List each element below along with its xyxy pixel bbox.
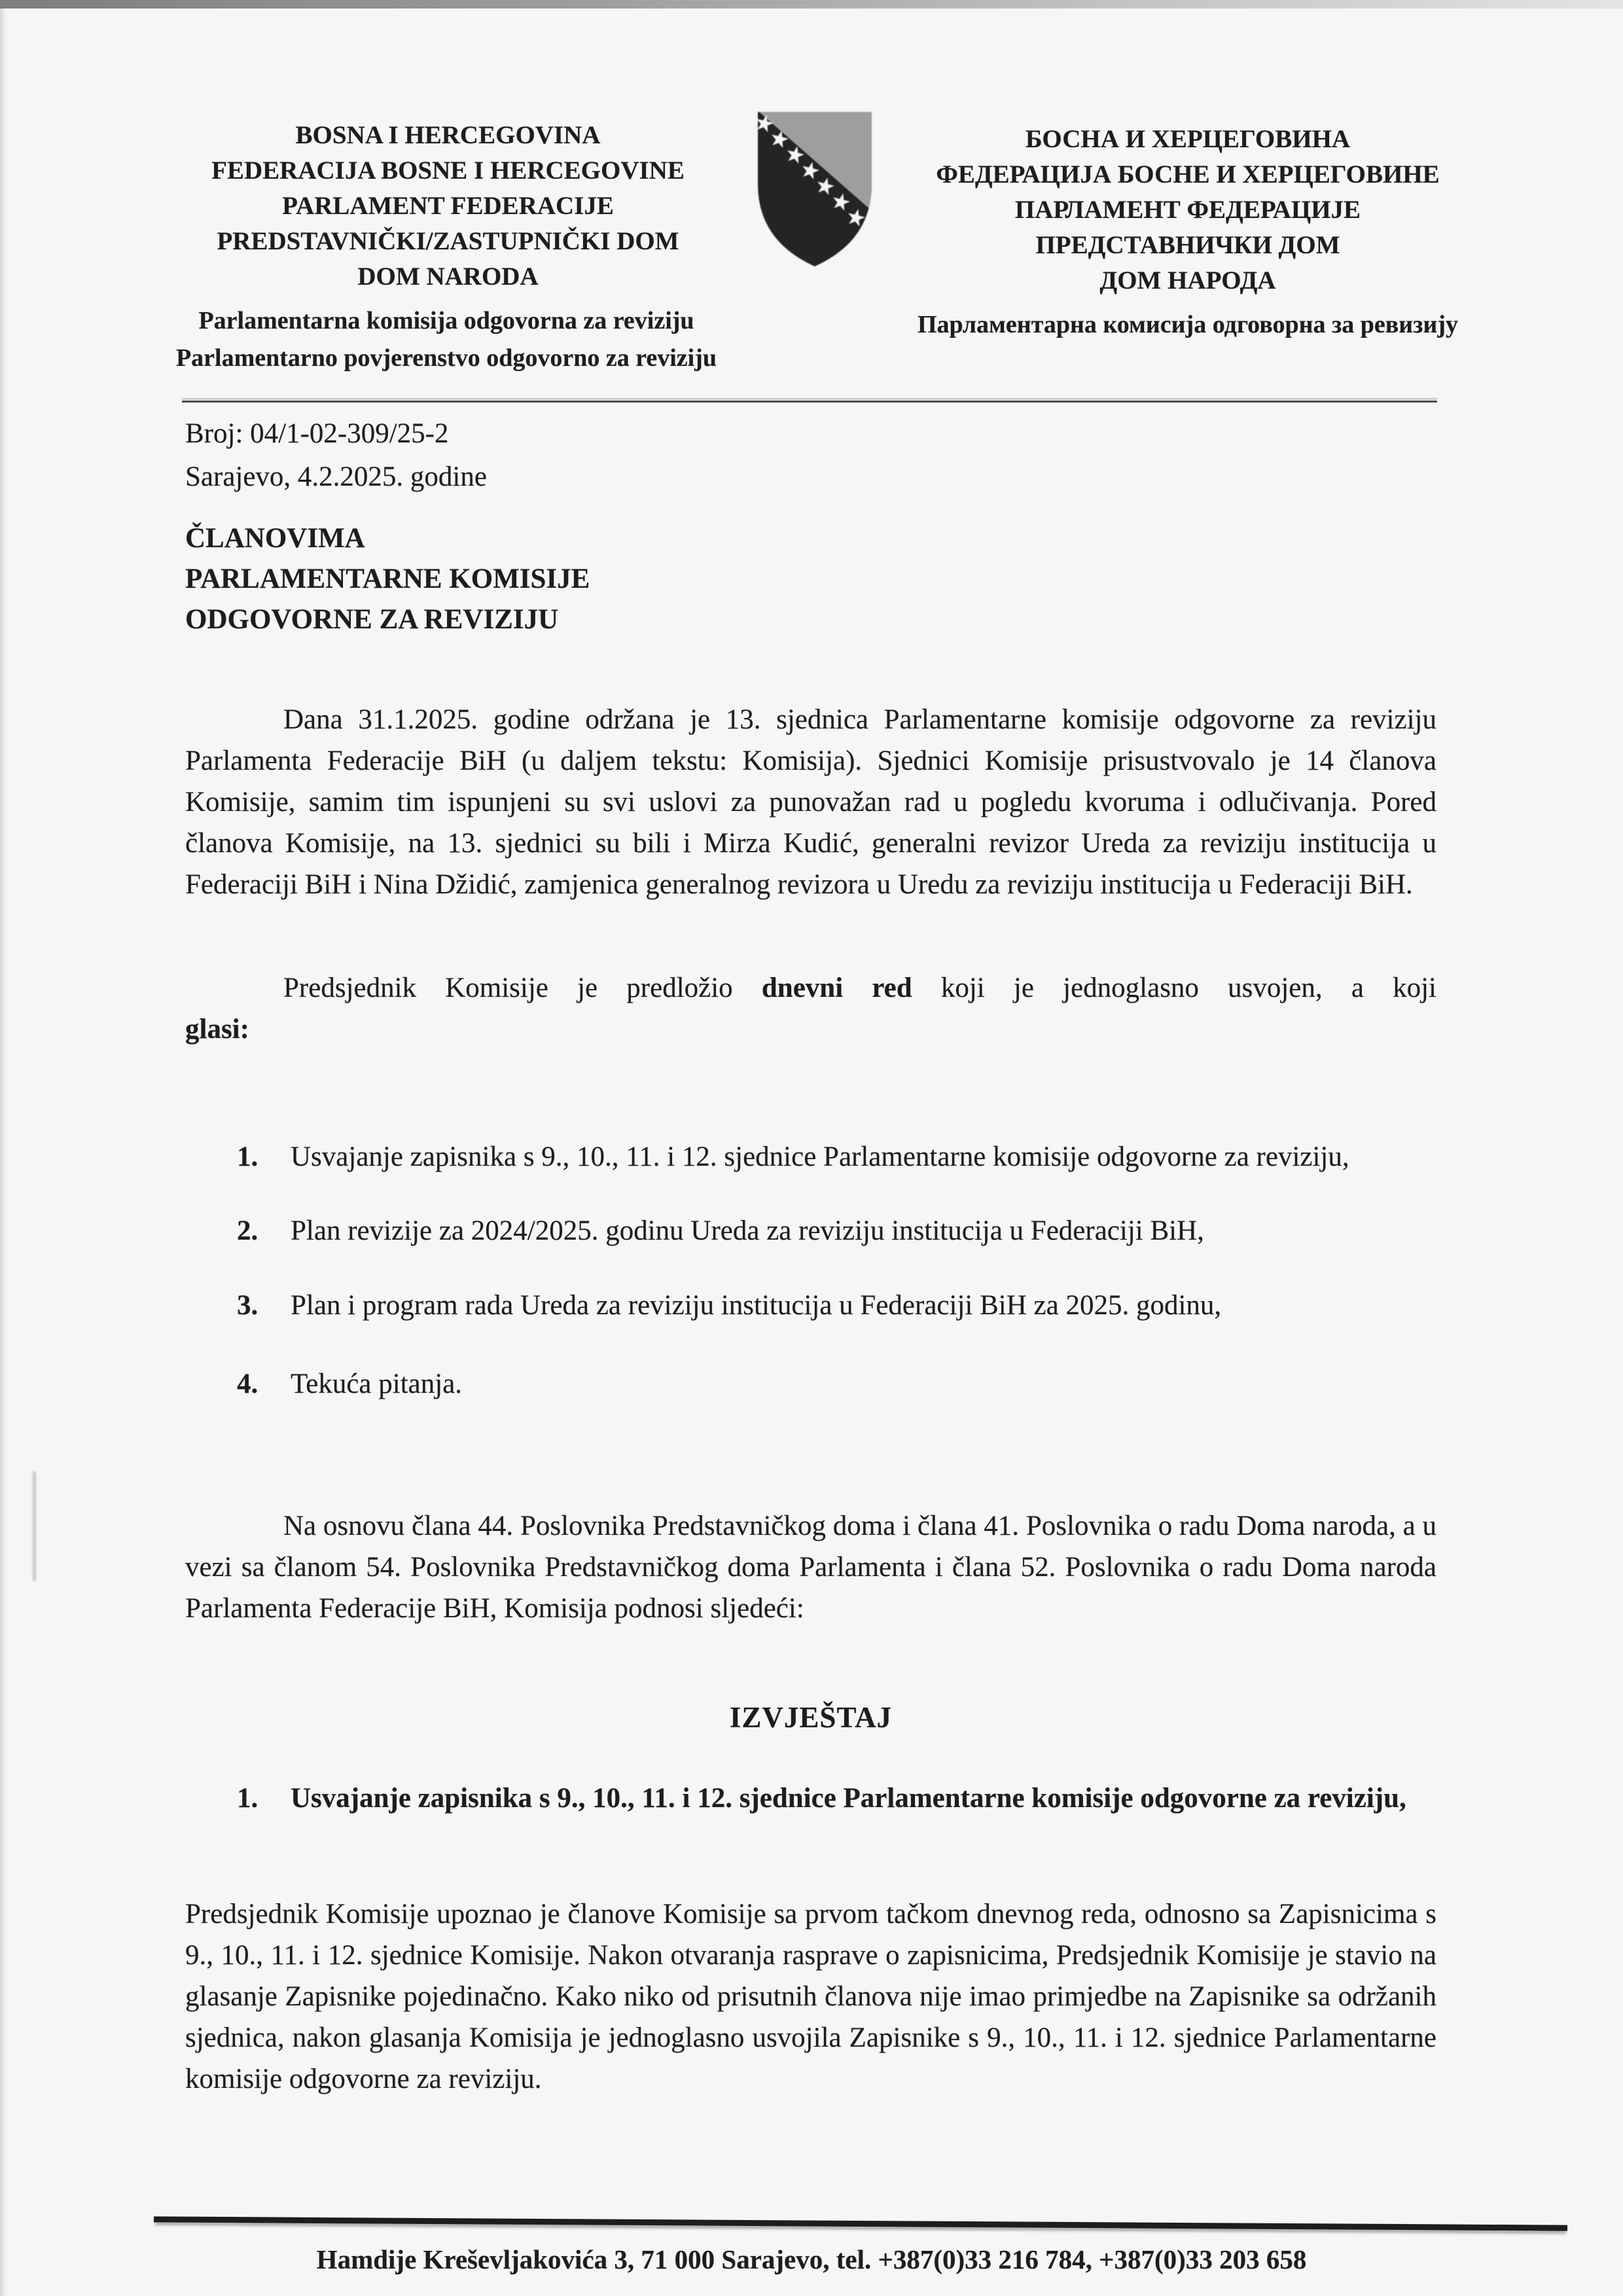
agenda-list	[237, 1136, 1436, 1437]
agenda-item-number: 4.	[237, 1369, 259, 1399]
report-item-1-heading	[237, 1778, 1436, 1819]
agenda-item-2	[237, 1210, 1436, 1251]
header-line: ФЕДЕРАЦИЈА БОСНЕ И ХЕРЦЕГОВИНЕ	[936, 160, 1440, 188]
addressee-line: ODGOVORNE ZA REVIZIJU	[185, 604, 559, 635]
addressee-line: PARLAMENTARNE KOMISIJE	[185, 564, 590, 594]
place-date-line: Sarajevo, 4.2.2025. godine	[185, 461, 487, 492]
agenda-item-4	[237, 1363, 1436, 1405]
header-line: ПАРЛАМЕНТ ФЕДЕРАЦИЈЕ	[1014, 196, 1361, 224]
addressee-block	[185, 518, 971, 640]
header-line: ПРЕДСТАВНИЧКИ ДОМ	[1035, 231, 1340, 259]
agenda-item-number: 3.	[237, 1290, 259, 1321]
legal-basis-paragraph: Na osnovu člana 44. Poslovnika Predstavničkog doma i člana 41. Poslovnika o radu Doma naroda, a u vezi sa članom 54. Poslovnika Predstavničkog doma Parlamenta i člana 52. Poslovnika o radu Doma naroda Parlamenta Federacije BiH, Komisija podnosi sljedeći:	[185, 1511, 1436, 1624]
agenda-item-text: Tekuća pitanja.	[291, 1369, 463, 1399]
header-separator-rule	[182, 401, 1437, 403]
agenda-item-text: Plan i program rada Ureda za reviziju institucija u Federaciji BiH za 2025. godinu,	[291, 1290, 1222, 1321]
agenda-intro-line-2: glasi:	[185, 1014, 249, 1045]
header-line: ДОМ НАРОДА	[1099, 266, 1276, 295]
agenda-item-text: Usvajanje zapisnika s 9., 10., 11. i 12. sjednice Parlamentarne komisije odgovorne za reviziju,	[291, 1141, 1349, 1172]
report-item-number: 1.	[237, 1783, 259, 1814]
committee-name-line: Parlamentarna komisija odgovorna za reviziju	[198, 307, 694, 334]
header-line: PARLAMENT FEDERACIJE	[282, 192, 614, 220]
left-scan-edge-shadow	[0, 0, 7, 2296]
agenda-item-3	[237, 1285, 1436, 1326]
agenda-item-number: 2.	[237, 1215, 259, 1246]
agenda-intro-paragraph	[185, 967, 1436, 1050]
header-institution-latin	[171, 118, 724, 295]
header-line: DOM NARODA	[357, 262, 539, 291]
footer-separator-rule	[154, 2216, 1567, 2231]
committee-name-line: Parlamentarno povjerenstvo odgovorno za reviziju	[175, 344, 717, 372]
header-line: PREDSTAVNIČKI/ZASTUPNIČKI DOM	[217, 227, 679, 255]
committee-name-latin	[149, 302, 743, 377]
agenda-item-1	[237, 1136, 1436, 1177]
footer-address: Hamdije Kreševljakovića 3, 71 000 Sarajevo, tel. +387(0)33 216 784, +387(0)33 203 658	[316, 2244, 1307, 2274]
left-scan-mark-artifact	[33, 1471, 36, 1581]
committee-name-line: Парламентарна комисија одговорна за ревизију	[917, 311, 1459, 338]
agenda-item-number: 1.	[237, 1141, 259, 1172]
header-institution-cyrillic	[906, 122, 1469, 298]
coat-of-arms-shield-icon	[753, 105, 877, 270]
report-title: IZVJEŠTAJ	[729, 1701, 893, 1734]
top-scan-edge-artifact	[0, 0, 1623, 9]
addressee-line: ČLANOVIMA	[185, 523, 365, 554]
reference-number: Broj: 04/1-02-309/25-2	[185, 418, 449, 449]
header-line: FEDERACIJA BOSNE I HERCEGOVINE	[211, 156, 685, 185]
agenda-item-text: Plan revizije za 2024/2025. godinu Ureda za reviziju institucija u Federaciji BiH,	[291, 1215, 1204, 1246]
agenda-intro-line-1: Predsjednik Komisije je predložio dnevni red koji je jednoglasno usvojen, a koji	[283, 973, 1436, 1003]
closing-paragraph: Predsjednik Komisije upoznao je članove Komisije sa prvom tačkom dnevnog reda, odnosno sa Zapisnicima s 9., 10., 11. i 12. sjednice Komisije. Nakon otvaranja rasprave o zapisnicima, Predsjednik Komisije je stavio na glasanje Zapisnike pojedinačno. Kako niko od prisutnih članova nije imao primjedbe na Zapisnike sa održanih sjednica, nakon glasanja Komisija je jednoglasno usvojila Zapisnike s 9., 10., 11. i 12. sjednice Parlamentarne komisije odgovorne za reviziju.	[185, 1899, 1436, 2094]
committee-name-cyrillic	[906, 306, 1469, 344]
header-line: BOSNA I HERCEGOVINA	[295, 121, 601, 149]
intro-paragraph: Dana 31.1.2025. godine održana je 13. sjednica Parlamentarne komisije odgovorne za reviziju Parlamenta Federacije BiH (u daljem tekstu: Komisija). Sjednici Komisije prisustvovalo je 14 članova Komisije, samim tim ispunjeni su svi uslovi za punovažan rad u pogledu kvoruma i odlučivanja. Pored članova Komisije, na 13. sjednici su bili i Mirza Kudić, generalni revizor Ureda za reviziju institucija u Federaciji BiH i Nina Džidić, zamjenica generalnog revizora u Uredu za reviziju institucija u Federaciji BiH.	[185, 704, 1436, 900]
report-item-text: Usvajanje zapisnika s 9., 10., 11. i 12. sjednice Parlamentarne komisije odgovorne za reviziju,	[291, 1783, 1406, 1814]
header-line: БОСНА И ХЕРЦЕГОВИНА	[1025, 125, 1351, 153]
